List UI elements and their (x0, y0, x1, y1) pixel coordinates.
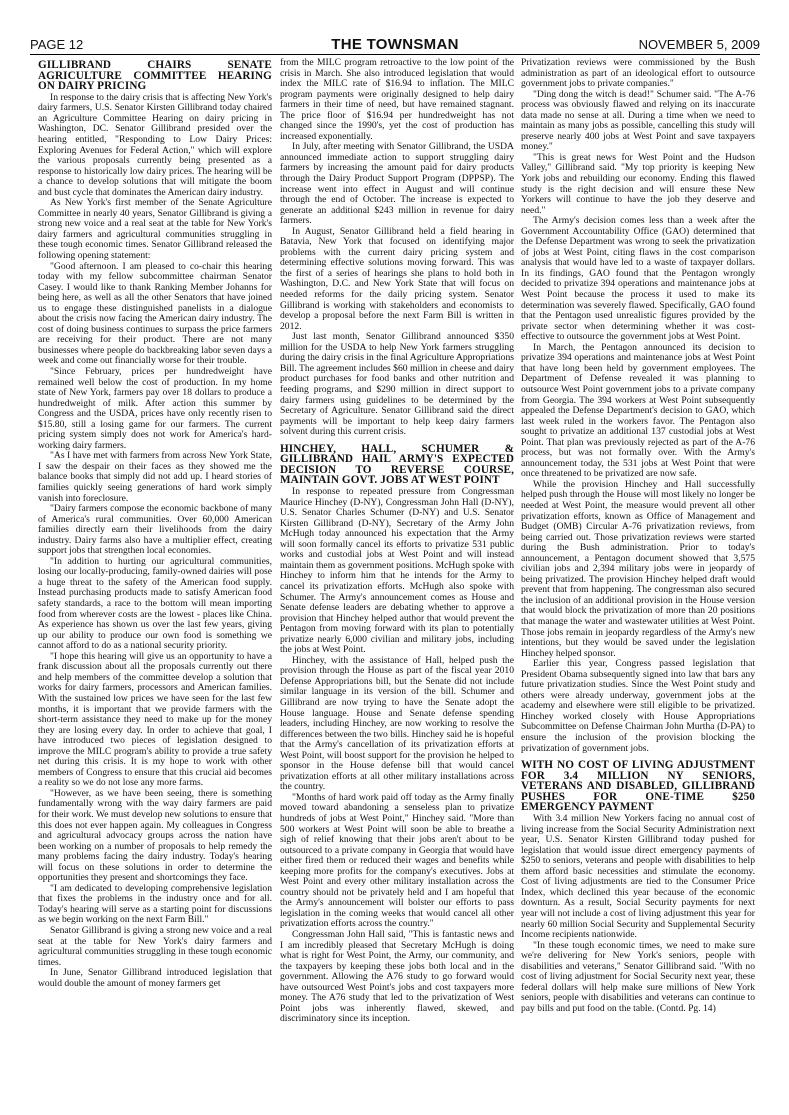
paragraph: Hinchey, with the assistance of Hall, helped push the provision through the House as part of the fiscal year 2010 Defense Appropriations bill, but the Senate did not include similar language in its version of the bill. Schumer and Gillibrand are now trying to have the Senate adopt the House language. House and Senate defense spending leaders, including Hinchey, are now working to resolve the differences between the two bills. Hinchey said he is hopeful that the Army's cancellation of its privatization efforts at West Point, will boost support for the provision he helped to sponsor in the House defense bill that would cancel privatization efforts at all other military installations across the country. (280, 654, 514, 793)
paragraph: "Months of hard work paid off today as the Army finally moved toward abandoning a senseless plan to privatize hundreds of jobs at West Point," Hinchey said. "More than 500 workers at West Point will soon be able to breathe a sigh of relief knowing that their jobs aren't about to be outsourced to a private company in Georgia that would have either fired them or reduced their wages and benefits while keeping more profits for the company's executives. Jobs at West Point and every other military installation across the country should not be privately held and I am hopeful that the Army's announcement will bolster our efforts to pass legislation in the coming weeks that would cancel all other privatization efforts across the country." (280, 791, 514, 930)
paragraph: Senator Gillibrand is giving a strong new voice and a real seat at the table for New York's dairy farmers and agricultural communities struggling in these tough economic times. (38, 924, 272, 968)
paragraph: Privatization reviews were commissioned by the Bush administration as part of an ideological effort to outsource government jobs to private companies." (521, 58, 755, 90)
paragraph: "Good afternoon. I am pleased to co-chair this hearing today with my fellow subcommittee chairman Senator Casey. I would like to thank Ranking Member Johanns for being here, as well as all the other Senators that have joined us to engage these distinguished panelists in a dialogue about the crisis now facing the American dairy industry. The cost of doing business continues to surpass the price farmers are receiving for their product. There are not many businesses where people do backbreaking labor seven days a week and come out financially worse for their trouble. (38, 260, 272, 367)
paragraph: from the MILC program retroactive to the low point of the crisis in March. She also introduced legislation that would index the MILC rate of $16.94 to inflation. The MILC program payments were originally designed to help dairy farmers in their time of need, but have remained stagnant. The price floor of $16.94 per hundredweight has not changed since the 1990's, yet the cost of production has increased exponentially. (280, 58, 514, 142)
paragraph: The Army's decision comes less than a week after the Government Accountability Office (GAO) determined that the Defense Department was wrong to seek the privatization of jobs at West Point, citing flaws in the cost comparison analysis that would have led to a waste of taxpayer dollars. In its findings, GAO found that the Pentagon wrongly decided to privatize 394 operations and maintenance jobs at West Point because the process it used to make its determination was severely flawed. Specifically, GAO found that the Pentagon used unrealistic figures provided by the private sector when determining whether it was cost-effective to outsource the government jobs at West Point. (521, 215, 755, 343)
paragraph: In August, Senator Gillibrand held a field hearing in Batavia, New York that focused on identifying major problems with the current dairy pricing system and determining effective solutions moving forward. This was the first of a series of hearings she plans to hold both in Washington, D.C. and New York State that will focus on needed reforms for the daily pricing system. Senator Gillibrand is working with stakeholders and economists to develop a proposal before the next Farm Bill is written in 2012. (280, 225, 514, 332)
column-2 (280, 58, 514, 1108)
paragraph: "Since February, prices per hundredweight have remained well below the cost of production. In my home state of New York, farmers pay over 18 dollars to produce a hundredweight of milk. After action this summer by Congress and the USDA, prices have only recently risen to $15.80, still a losing game for our farmers. The current pricing system simply does not work for America's hard-working dairy farmers. (38, 366, 272, 451)
paragraph: "I hope this hearing will give us an opportunity to have a frank discussion about all the proposals currently out there and help members of the committee develop a solution that works for dairy farmers, processors and American families. With the sustained low prices we have seen for the last few months, it is important that we provide farmers with the short-term assistance they need to make up for the money they are losing every day. In order to achieve that goal, I have introduced two pieces of legislation designed to improve the MILC program's ability to provide a true safety net during this crisis. It is my hope to work with other members of Congress to ensure that this crucial aid becomes a reality so we do not lose any more farms. (38, 650, 272, 789)
paragraph: "Ding dong the witch is dead!" Schumer said. "The A-76 process was obviously flawed and relying on its inaccurate data made no sense at all. During a time when we need to maintain as many jobs as possible, cancelling this study will preserve nearly 400 jobs at West Point and save taxpayers money." (521, 88, 755, 153)
paragraph: Congressman John Hall said, "This is fantastic news and I am incredibly pleased that Secretary McHugh is doing what is right for West Point, the Army, our community, and the taxpayers by keeping these jobs both local and in the government. Allowing the A76 study to go forward would have outsourced West Point's jobs and cost taxpayers more money. The A76 study that led to the privatization of West Point jobs was inherently flawed, skewed, and discriminatory since its inception. (280, 929, 514, 1025)
paragraph: "However, as we have been seeing, there is something fundamentally wrong with the way dairy farmers are paid for their work. We must develop new solutions to ensure that this does not ever happen again. My colleagues in Congress and agricultural advocacy groups across the nation have been working on a number of proposals to help remedy the many problems facing the dairy industry. Today's hearing will focus on these solutions in order to determine the opportunities they present and shortcomings they face. (38, 787, 272, 884)
column-1 (38, 58, 272, 1108)
paragraph: "This is great news for West Point and the Hudson Valley," Gillibrand said. "My top priority is keeping New York jobs and rebuilding our economy. Ending this flawed study is the right decision and will ensure these New Yorkers will continue to have the job they deserve and need." (521, 151, 755, 216)
paragraph: Just last month, Senator Gillibrand announced $350 million for the USDA to help New York farmers struggling during the dairy crisis in the final Agriculture Appropriations Bill. The agreement includes $60 million in cheese and dairy product purchases for food banks and other nutrition and feeding programs, and $290 million in direct support to dairy farmers using guidelines to be determined by the Secretary of Agriculture. Senator Gillibrand said the direct payments will be important to help keep dairy farmers solvent during this current crisis. (280, 331, 514, 438)
issue-date: NOVEMBER 5, 2009 (638, 37, 760, 52)
paragraph: "I am dedicated to developing comprehensive legislation that fixes the problems in the industry once and for all. Today's hearing will serve as a starting point for discussions as we begin working on the next Farm Bill." (38, 882, 272, 926)
paragraph: While the provision Hinchey and Hall successfully helped push through the House will most likely no longer be needed at West Point, the measure would prevent all other privatization efforts, known as Office of Management and Budget (OMB) Circular A-76 privatization reviews, from being carried out. Those privatization reviews were started during the Bush administration. Prior to today's announcement, a Pentagon document showed that 3,575 civilian jobs and 2,394 military jobs were in jeopardy of being privatized. The provision Hinchey helped draft would prevent that from happening. The congressman also secured the inclusion of an additional provision in the House version that would block the privatization of more than 20 positions that manage the water and wastewater utilities at West Point. Those jobs remain in jeopardy regardless of the Army's new intentions, but they would be saved under the legislation Hinchey helped sponsor. (521, 478, 755, 659)
column-3 (521, 58, 755, 1108)
paragraph: In June, Senator Gillibrand introduced legislation that would double the amount of money farmers get (38, 967, 272, 989)
newspaper-title: THE TOWNSMAN (331, 36, 459, 53)
paragraph: As New York's first member of the Senate Agriculture Committee in nearly 40 years, Senator Gillibrand is giving a strong new voice and a real seat at the table for New York's dairy farmers and agricultural communities struggling in these tough economic times. Senator Gillibrand released the following opening statement: (38, 197, 272, 261)
paragraph: In response to repeated pressure from Congressman Maurice Hinchey (D-NY), Congressman John Hall (D-NY), U.S. Senator Charles Schumer (D-NY) and U.S. Senator Kirsten Gillibrand (D-NY), Secretary of the Army John McHugh today announced his expectation that the Army will soon formally cancel its efforts to privatize 531 public works and custodial jobs at West Point and will instead maintain them as government positions. McHugh spoke with Hinchey to inform him that he intends for the Army to cancel its privatization efforts. McHugh also spoke with Schumer. The Army's announcement comes as House and Senate defense leaders are debating whether to approve a provision that Hinchey helped author that would prevent the Pentagon from moving forward with its plan to potentially privatize nearly 6,000 civilian and military jobs, including the jobs at West Point. (280, 486, 514, 656)
article-headline-dairy: GILLIBRAND CHAIRS SENATE AGRICULTURE COMMITTEE HEARING ON DAIRY PRICING (38, 59, 272, 93)
paragraph: In response to the dairy crisis that is affecting New York's dairy farmers, U.S. Senator Kirsten Gillibrand today chaired an Agriculture Committee Hearing on dairy pricing in Washington, DC. Senator Gillibrand presided over the hearing entitled, "Responding to Low Dairy Prices: Exploring Avenues for Federal Action," which will explore the various proposals currently being presented as a response to historically low dairy prices. The hearing will be a chance to develop solutions that will mitigate the boom and bust cycle that dominates the American dairy industry. (38, 91, 272, 198)
paragraph: Earlier this year, Congress passed legislation that President Obama subsequently signed into law that bars any future privatization studies. Since the West Point study and others were already underway, government jobs at the academy and elsewhere were still eligible to be privatized. Hinchey worked closely with House Appropriations Subcommittee on Defense Chairman John Murtha (D-PA) to ensure the inclusion of the provision blocking the privatization of government jobs. (521, 658, 755, 754)
paragraph: "In addition to hurting our agricultural communities, losing our locally-producing, family-owned dairies will pose a huge threat to the safety of the American food supply. Instead purchasing products made to satisfy American food safety standards, a race to the bottom will mean importing food from wherever costs are the lowest - places like China. As experience has shown us over the last few years, giving up our ability to produce our own food is something we cannot afford to do as a national security priority. (38, 555, 272, 652)
paragraph: "As I have met with farmers from across New York State, I saw the despair on their faces as they showed me the balance books that simply did not add up. I heard stories of families quickly seeing generations of hard work simply vanish into foreclosure. (38, 450, 272, 504)
page-header (30, 37, 760, 55)
article-headline-west-point: HINCHEY, HALL, SCHUMER & GILLIBRAND HAIL ARMY'S EXPECTED DECISION TO REVERSE COURSE, MAINTAIN GOVT. JOBS AT WEST POINT (280, 442, 514, 487)
paragraph: With 3.4 million New Yorkers facing no annual cost of living increase from the Social Security Administration next year, U.S. Senator Kirsten Gillibrand today pushed for legislation that would issue direct emergency payments of $250 to seniors, veterans and people with disabilities to help them afford basic necessities and stimulate the economy. Cost of living adjustments are tied to the Consumer Price Index, which declined this year because of the economic downturn. As a result, Social Security payments for next year will not include a cost of living adjustment this year for nearly 60 million Social Security and Supplemental Security Income recipients nationwide. (521, 813, 755, 941)
paragraph: In July, after meeting with Senator Gillibrand, the USDA announced immediate action to support struggling dairy farmers by increasing the amount paid for dairy products through the Dairy Product Support Program (DPPSP). The increase went into effect in August and will continue through the end of October. The increase is expected to generate an additional $243 million in revenue for dairy farmers. (280, 141, 514, 227)
page-number: PAGE 12 (30, 37, 84, 52)
paragraph: "Dairy farmers compose the economic backbone of many of America's rural communities. Over 60,000 American families directly earn their livelihoods from the dairy industry. Dairy farms also have a multiplier effect, creating support jobs that strengthen local economies. (38, 503, 272, 557)
paragraph: In March, the Pentagon announced its decision to privatize 394 operations and maintenance jobs at West Point that have long been held by government employees. The Department of Defense revealed it was planning to outsource West Point government jobs to a private company from Georgia. The 394 workers at West Point subsequently appealed the Defense Department's decision to GAO, which last week ruled in the workers favor. The Pentagon also sought to privatize an additional 137 custodial jobs at West Point. That plan was previously rejected as part of the A-76 process, but was not formally over. With the Army's announcement today, the 531 jobs at West Point that were once threatened to be privatized are now safe. (521, 341, 755, 480)
article-headline-cola: WITH NO COST OF LIVING ADJUSTMENT FOR 3.4 MILLION NY SENIORS, VETERANS AND DISABLED, GILLIBRAND PUSHES FOR ONE-TIME $250 EMERGENCY PAYMENT (521, 759, 755, 814)
paragraph: "In these tough economic times, we need to make sure we're delivering for New York's seniors, people with disabilities and veterans," Senator Gillibrand said. "With no cost of living adjustment for Social Security next year, these federal dollars will help make sure millions of New York seniors, people with disabilities and veterans can continue to pay bills and put food on the table. (Contd. Pg. 14) (521, 939, 755, 1014)
